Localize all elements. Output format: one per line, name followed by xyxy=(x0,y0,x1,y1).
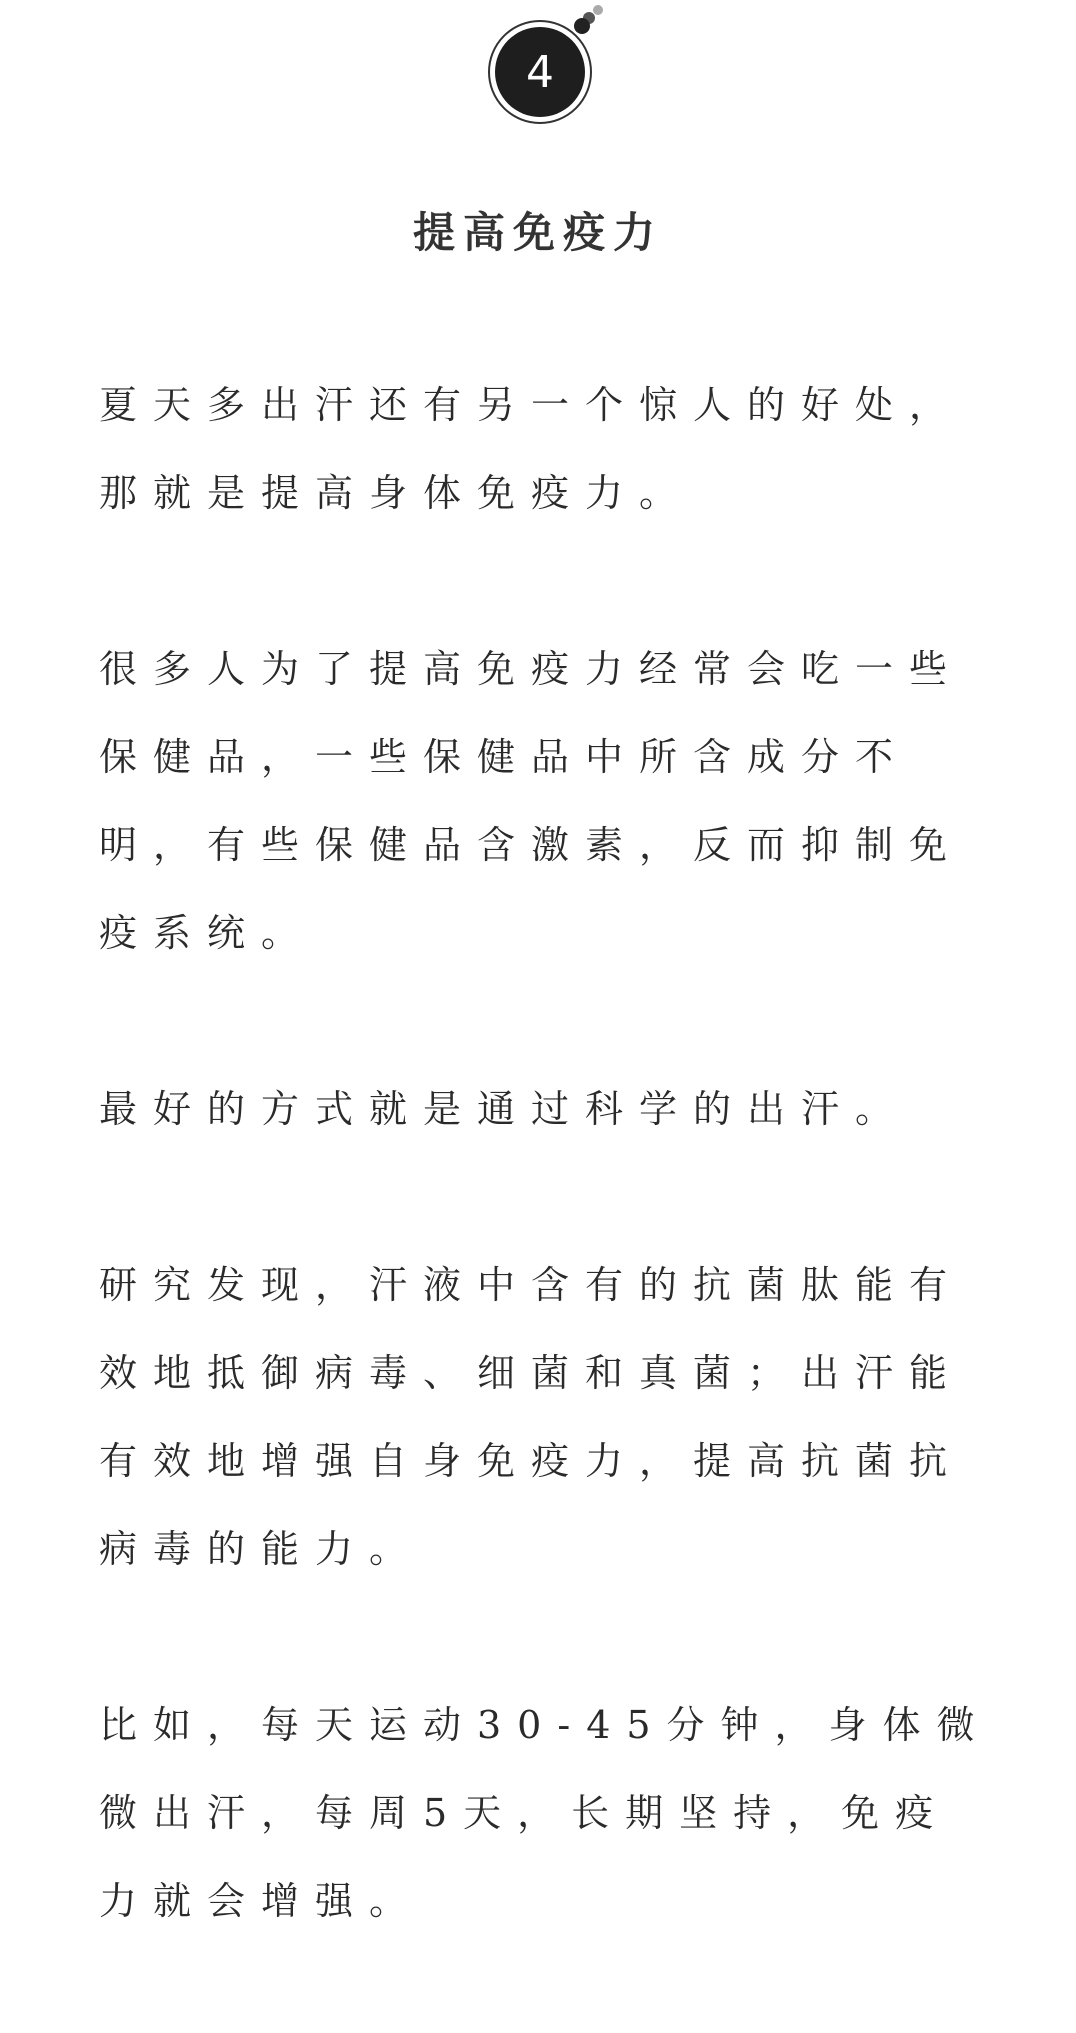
section-number-badge xyxy=(488,20,592,124)
paragraph xyxy=(99,1241,999,1593)
text-line: 研究发现，汗液中含有的抗菌肽能有 xyxy=(99,1263,964,1307)
text-line: 微出汗，每周5天，长期坚持，免疫 xyxy=(99,1791,950,1835)
text-line: 夏天多出汗还有另一个惊人的好处， xyxy=(99,383,964,427)
text-line: 很多人为了提高免疫力经常会吃一些 xyxy=(99,647,964,691)
text-line: 那就是提高身体免疫力。 xyxy=(99,471,694,515)
decorative-dot xyxy=(593,5,603,15)
section-title: 提高免疫力 xyxy=(412,208,663,257)
text-line: 比如，每天运动30-45分钟，身体微 xyxy=(99,1703,991,1747)
section-number: 4 xyxy=(495,27,585,117)
paragraph xyxy=(99,1065,999,1153)
paragraph xyxy=(99,361,999,537)
text-line: 病毒的能力。 xyxy=(99,1527,424,1571)
text-line: 有效地增强自身免疫力，提高抗菌抗 xyxy=(99,1439,964,1483)
text-line: 明，有些保健品含激素，反而抑制免 xyxy=(99,823,964,867)
decorative-dot xyxy=(574,18,590,34)
text-line: 最好的方式就是通过科学的出汗。 xyxy=(99,1087,910,1131)
text-line: 力就会增强。 xyxy=(99,1879,424,1923)
text-line: 保健品，一些保健品中所含成分不 xyxy=(99,735,910,779)
paragraph xyxy=(99,1681,999,1945)
text-line: 效地抵御病毒、细菌和真菌；出汗能 xyxy=(99,1351,964,1395)
text-line: 疫系统。 xyxy=(99,911,316,955)
article-body xyxy=(99,361,999,2033)
paragraph xyxy=(99,625,999,977)
